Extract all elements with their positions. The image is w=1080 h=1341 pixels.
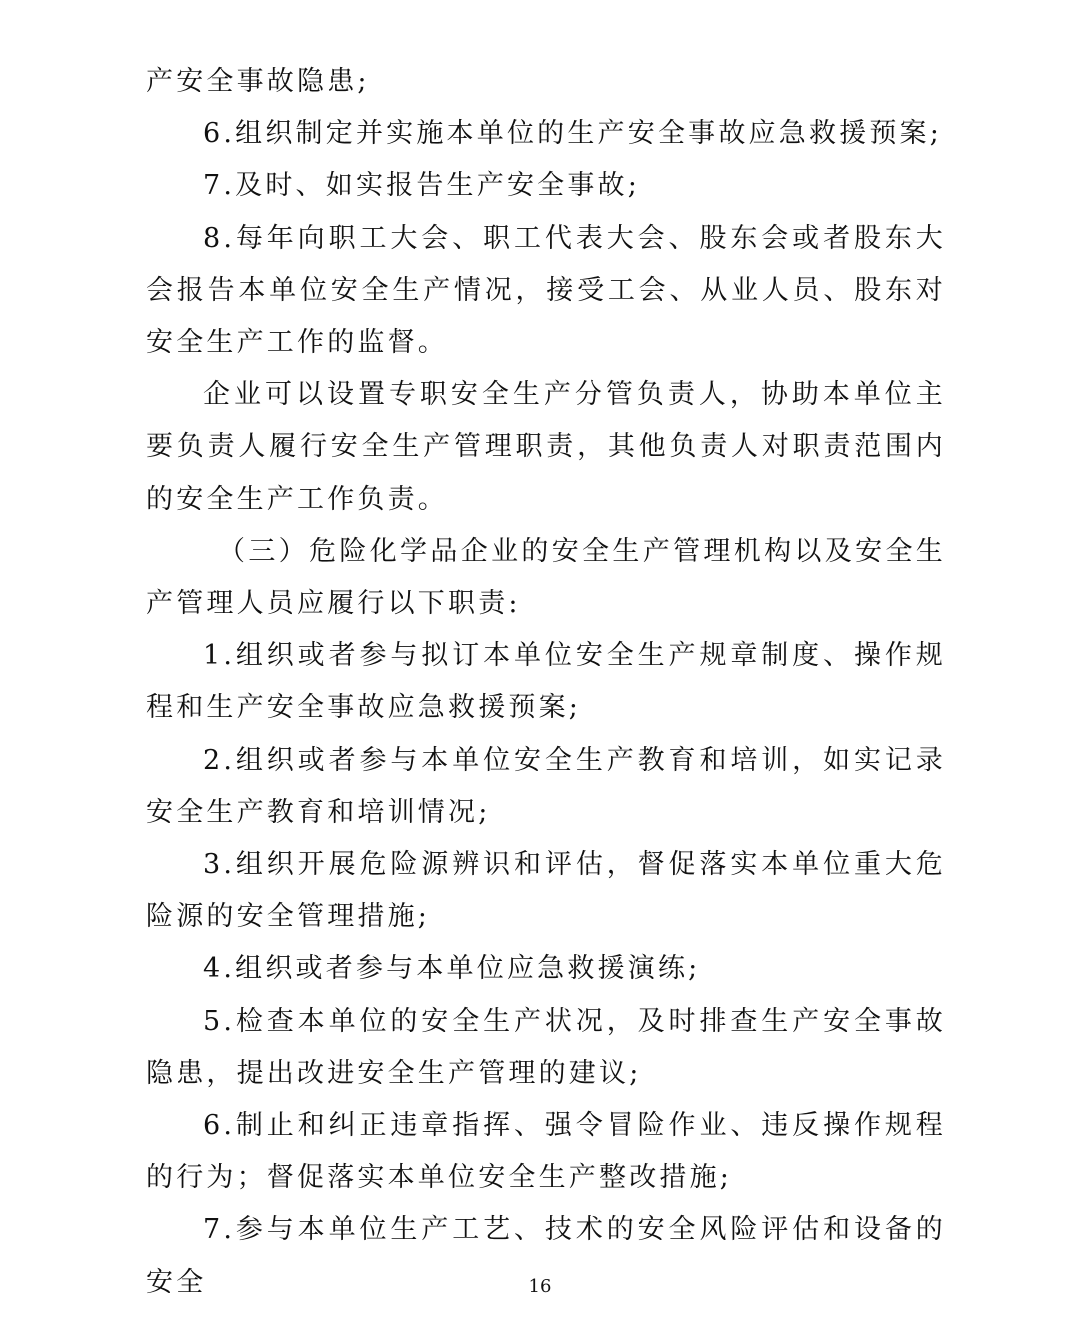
paragraph-duty-6: 6.制止和纠正违章指挥、强令冒险作业、违反操作规程的行为；督促落实本单位安全生产整改措施; [146, 1110, 946, 1194]
paragraph-deputy-responsible: 企业可以设置专职安全生产分管负责人，协助本单位主要负责人履行安全生产管理职责，其他负责人对职责范围内的安全生产工作负责。 [146, 379, 946, 515]
section-heading-three: （三）危险化学品企业的安全生产管理机构以及安全生产管理人员应履行以下职责: [146, 535, 946, 620]
paragraph-duty-2: 2.组织或者参与本单位安全生产教育和培训，如实记录安全生产教育和培训情况; [146, 744, 946, 828]
paragraph-duty-7: 7.参与本单位生产工艺、技术的安全风险评估和设备的安全 [146, 1214, 946, 1298]
paragraph-item-8: 8.每年向职工大会、职工代表大会、股东会或者股东大会报告本单位安全生产情况，接受工会、从业人员、股东对安全生产工作的监督。 [146, 222, 946, 359]
page-number: 16 [528, 1276, 552, 1297]
paragraph-item-6: 6.组织制定并实施本单位的生产安全事故应急救援预案; [203, 118, 943, 150]
paragraph-duty-3: 3.组织开展危险源辨识和评估，督促落实本单位重大危险源的安全管理措施; [146, 849, 946, 933]
paragraph-duty-1: 1.组织或者参与拟订本单位安全生产规章制度、操作规程和生产安全事故应急救援预案; [146, 640, 946, 724]
paragraph-duty-5: 5.检查本单位的安全生产状况，及时排查生产安全事故隐患，提出改进安全生产管理的建议; [146, 1005, 946, 1089]
paragraph-item-7: 7.及时、如实报告生产安全事故; [203, 170, 641, 202]
body-text [146, 56, 946, 1309]
paragraph-duty-4: 4.组织或者参与本单位应急救援演练; [203, 953, 701, 985]
paragraph-continuation: 产安全事故隐患; [146, 66, 370, 97]
